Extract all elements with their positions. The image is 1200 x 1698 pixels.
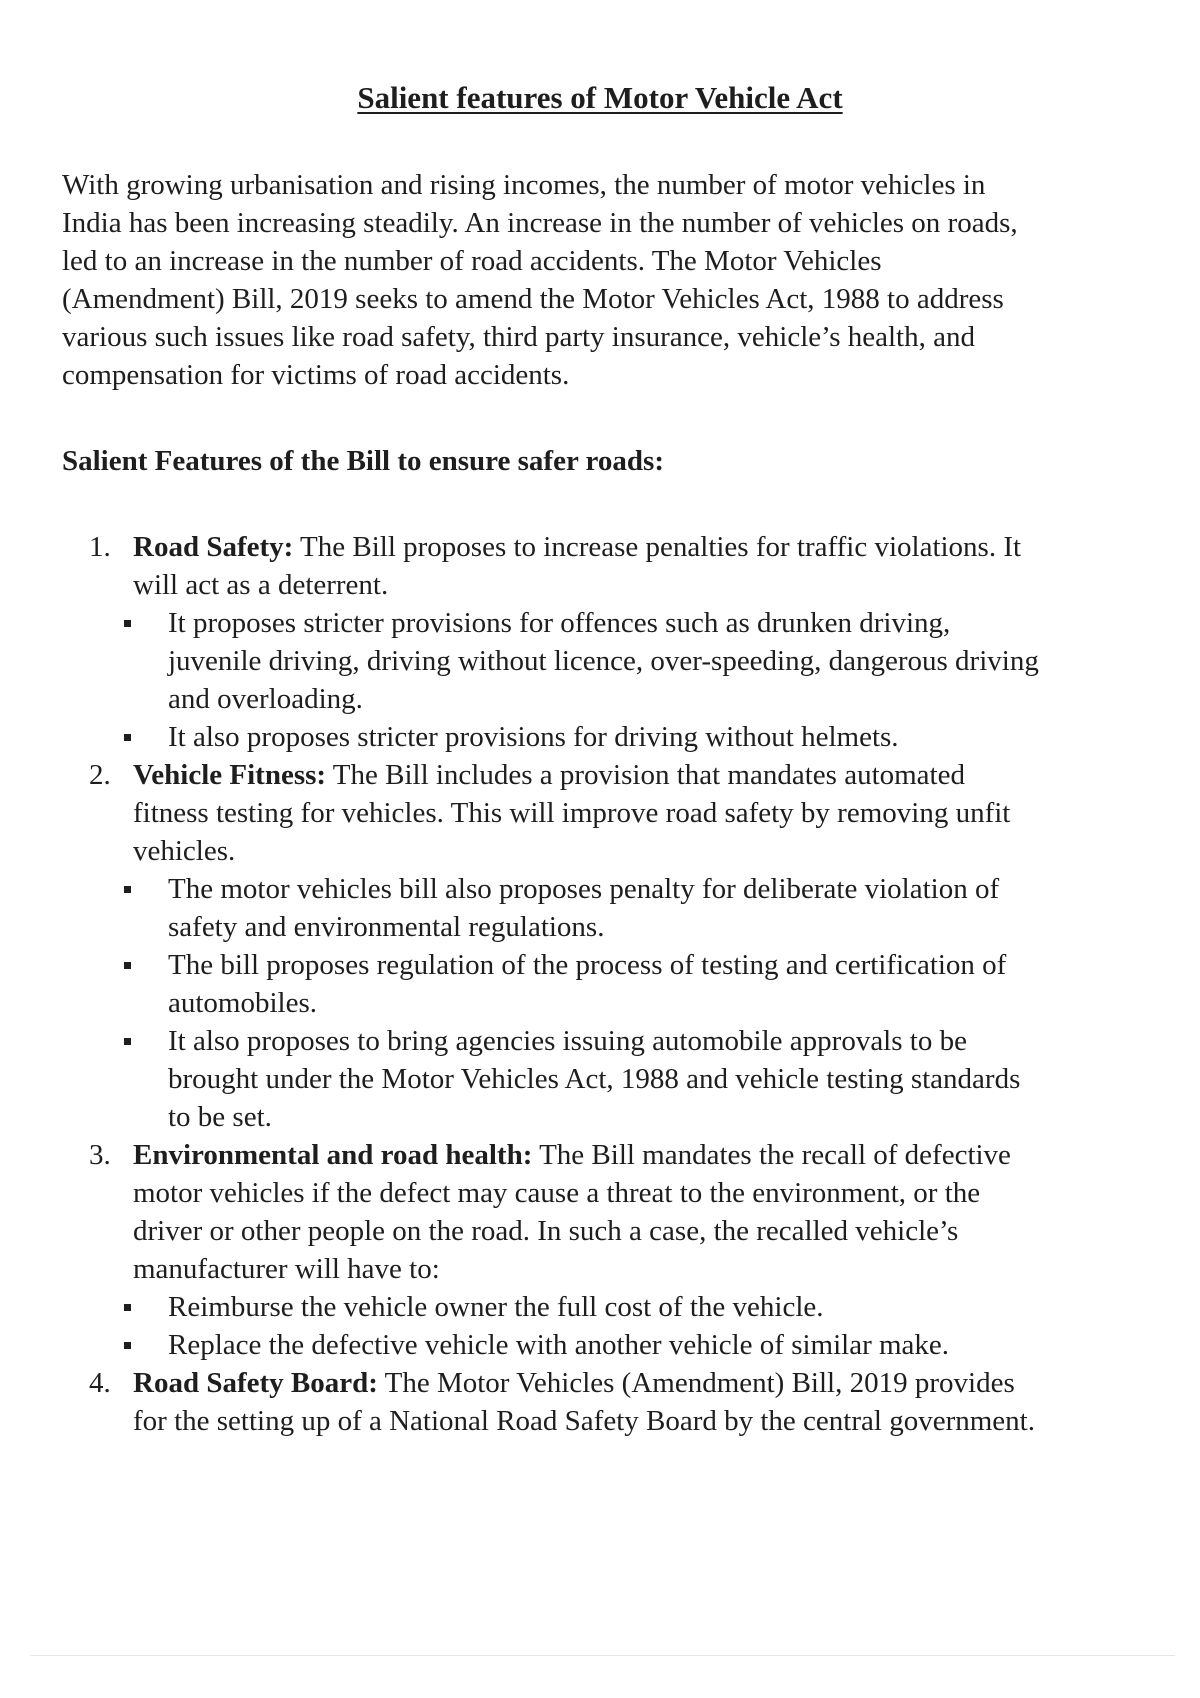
section-heading: Salient Features of the Bill to ensure safer roads: — [62, 445, 664, 477]
bullet-text: to be set. — [168, 1101, 272, 1133]
feature-number: 3. — [89, 1139, 111, 1171]
page-bottom-divider — [30, 1655, 1175, 1656]
bullet-line — [0, 946, 1200, 984]
bullet-text: The motor vehicles bill also proposes penalty for deliberate violation of — [168, 873, 1000, 905]
feature-description: motor vehicles if the defect may cause a threat to the environment, or the — [133, 1177, 981, 1209]
bullet-line — [0, 680, 1200, 718]
feature-line — [0, 1212, 1200, 1250]
feature-description: manufacturer will have to: — [133, 1253, 440, 1285]
feature-description: driver or other people on the road. In such a case, the recalled vehicle’s — [133, 1215, 959, 1247]
bullet-text: automobiles. — [168, 987, 318, 1019]
feature-line — [0, 1250, 1200, 1288]
intro-line: led to an increase in the number of road accidents. The Motor Vehicles — [62, 245, 882, 277]
intro-line: various such issues like road safety, third party insurance, vehicle’s health, and — [62, 321, 975, 353]
bullet-text: brought under the Motor Vehicles Act, 1988 and vehicle testing standards — [168, 1063, 1021, 1095]
feature-heading: Road Safety Board: — [133, 1367, 378, 1399]
feature-number: 4. — [89, 1367, 111, 1399]
intro-line: With growing urbanisation and rising incomes, the number of motor vehicles in — [62, 169, 986, 201]
intro-line: (Amendment) Bill, 2019 seeks to amend the Motor Vehicles Act, 1988 to address — [62, 283, 1004, 315]
bullet-text: It also proposes stricter provisions for driving without helmets. — [168, 721, 899, 753]
feature-description: The Bill proposes to increase penalties for traffic violations. It — [293, 531, 1022, 563]
feature-description: vehicles. — [133, 835, 236, 867]
square-bullet-icon — [124, 1342, 131, 1349]
feature-line — [0, 794, 1200, 832]
bullet-line — [0, 1098, 1200, 1136]
feature-heading: Road Safety: — [133, 531, 294, 563]
bullet-line — [0, 604, 1200, 642]
bullet-text: Replace the defective vehicle with another vehicle of similar make. — [168, 1329, 950, 1361]
feature-description: The Bill mandates the recall of defective — [532, 1139, 1011, 1171]
bullet-line — [0, 718, 1200, 756]
intro-line: India has been increasing steadily. An increase in the number of vehicles on roads, — [62, 207, 1018, 239]
bullet-text: It also proposes to bring agencies issuing automobile approvals to be — [168, 1025, 967, 1057]
bullet-text: It proposes stricter provisions for offences such as drunken driving, — [168, 607, 951, 639]
bullet-text: and overloading. — [168, 683, 363, 715]
feature-text — [133, 528, 1021, 566]
feature-description: The Motor Vehicles (Amendment) Bill, 2019 provides — [377, 1367, 1015, 1399]
square-bullet-icon — [124, 734, 131, 741]
feature-description: fitness testing for vehicles. This will improve road safety by removing unfit — [133, 797, 1011, 829]
feature-line — [0, 756, 1200, 794]
feature-line — [0, 1174, 1200, 1212]
intro-paragraph — [62, 166, 1162, 394]
intro-line: compensation for victims of road accidents. — [62, 359, 570, 391]
feature-line — [0, 566, 1200, 604]
bullet-line — [0, 984, 1200, 1022]
feature-text — [133, 1364, 1015, 1402]
feature-description: will act as a deterrent. — [133, 569, 389, 601]
feature-heading: Environmental and road health: — [133, 1139, 533, 1171]
bullet-line — [0, 642, 1200, 680]
feature-text — [133, 1136, 1011, 1174]
page-title: Salient features of Motor Vehicle Act — [357, 80, 843, 115]
feature-description: The Bill includes a provision that mandates automated — [326, 759, 965, 791]
bullet-text: safety and environmental regulations. — [168, 911, 605, 943]
square-bullet-icon — [124, 1304, 131, 1311]
feature-number: 1. — [89, 531, 111, 563]
bullet-line — [0, 870, 1200, 908]
feature-heading: Vehicle Fitness: — [133, 759, 327, 791]
square-bullet-icon — [124, 962, 131, 969]
feature-number: 2. — [89, 759, 111, 791]
bullet-line — [0, 1326, 1200, 1364]
feature-line — [0, 832, 1200, 870]
square-bullet-icon — [124, 886, 131, 893]
bullet-text: juvenile driving, driving without licence, over-speeding, dangerous driving — [168, 645, 1039, 677]
feature-list — [0, 528, 1200, 1440]
bullet-line — [0, 908, 1200, 946]
square-bullet-icon — [124, 1038, 131, 1045]
feature-line — [0, 1136, 1200, 1174]
bullet-line — [0, 1060, 1200, 1098]
bullet-line — [0, 1288, 1200, 1326]
bullet-text: Reimburse the vehicle owner the full cost of the vehicle. — [168, 1291, 824, 1323]
feature-line — [0, 1402, 1200, 1440]
square-bullet-icon — [124, 620, 131, 627]
feature-description: for the setting up of a National Road Safety Board by the central government. — [133, 1405, 1035, 1437]
bullet-line — [0, 1022, 1200, 1060]
feature-text — [133, 756, 965, 794]
feature-line — [0, 528, 1200, 566]
bullet-text: The bill proposes regulation of the process of testing and certification of — [168, 949, 1007, 981]
feature-line — [0, 1364, 1200, 1402]
